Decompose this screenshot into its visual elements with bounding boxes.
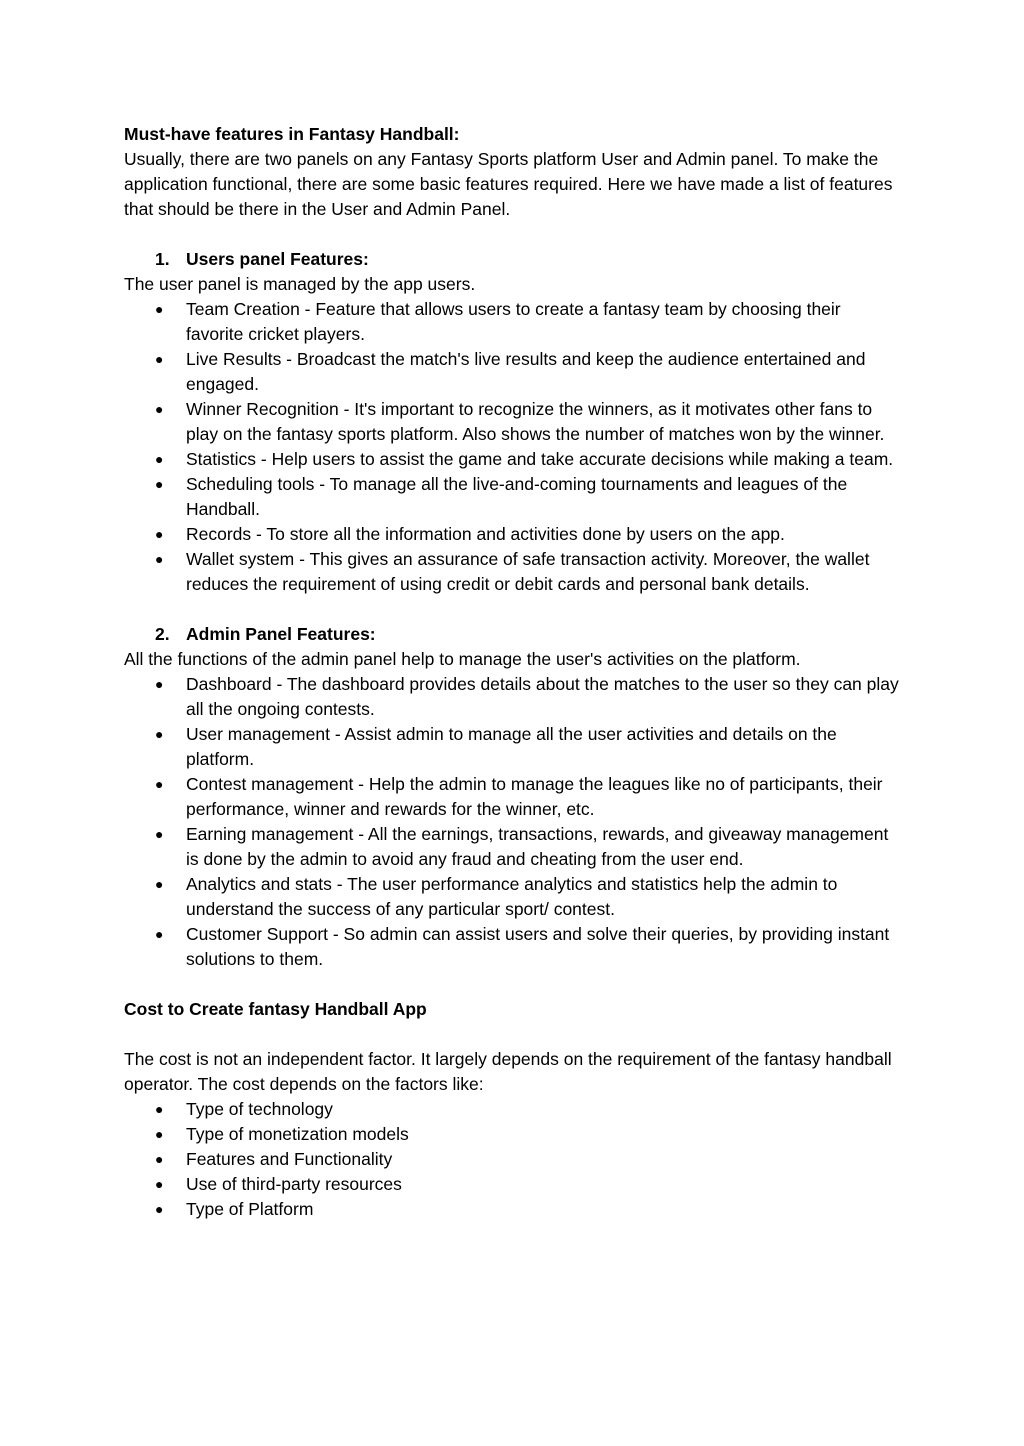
- list-item: [124, 1097, 902, 1122]
- list-item: [124, 397, 902, 447]
- list-item: [124, 1172, 902, 1197]
- bullet-icon: ●: [155, 351, 164, 367]
- admin-panel-intro: All the functions of the admin panel help to manage the user's activities on the platform.: [124, 649, 801, 669]
- list-item: [124, 347, 902, 397]
- bullet-icon: ●: [155, 676, 164, 692]
- list-item: [124, 1147, 902, 1172]
- list-item: [124, 1197, 902, 1222]
- bullet-icon: ●: [155, 1201, 164, 1217]
- bullet-icon: ●: [155, 826, 164, 842]
- features-heading: Must-have features in Fantasy Handball:: [124, 124, 460, 144]
- bullet-icon: ●: [155, 1151, 164, 1167]
- list-item-text: Analytics and stats - The user performance analytics and statistics help the admin to understand the success of any particular sport/ contest.: [186, 874, 838, 919]
- list-item-text: Features and Functionality: [186, 1149, 393, 1169]
- list-item: [124, 447, 902, 472]
- list-item: [124, 872, 902, 922]
- list-item-text: Live Results - Broadcast the match's live results and keep the audience entertained and engaged.: [186, 349, 866, 394]
- bullet-icon: ●: [155, 451, 164, 467]
- list-item-text: Statistics - Help users to assist the game and take accurate decisions while making a team.: [186, 449, 894, 469]
- bullet-icon: ●: [155, 551, 164, 567]
- list-item-text: Dashboard - The dashboard provides details about the matches to the user so they can play all the ongoing contests.: [186, 674, 899, 719]
- users-panel-intro: The user panel is managed by the app users.: [124, 274, 476, 294]
- spacer: [124, 972, 902, 997]
- spacer: [124, 597, 902, 622]
- list-item: [124, 772, 902, 822]
- list-item: [124, 822, 902, 872]
- bullet-icon: ●: [155, 1126, 164, 1142]
- users-panel-heading-text: Users panel Features:: [186, 249, 369, 269]
- document-page: [124, 122, 902, 1222]
- list-item: [124, 672, 902, 722]
- list-item-text: Records - To store all the information and activities done by users on the app.: [186, 524, 785, 544]
- list-item-text: User management - Assist admin to manage all the user activities and details on the platform.: [186, 724, 837, 769]
- list-item-text: Earning management - All the earnings, transactions, rewards, and giveaway management is done by the admin to avoid any fraud and cheating from the user end.: [186, 824, 889, 869]
- spacer: [124, 222, 902, 247]
- list-number: 2.: [155, 624, 170, 644]
- admin-panel-feature-list: [124, 672, 902, 972]
- list-item-text: Type of technology: [186, 1099, 333, 1119]
- list-item: [124, 722, 902, 772]
- bullet-icon: ●: [155, 1101, 164, 1117]
- list-item-text: Scheduling tools - To manage all the live-and-coming tournaments and leagues of the Handball.: [186, 474, 848, 519]
- list-item-text: Customer Support - So admin can assist users and solve their queries, by providing instant solutions to them.: [186, 924, 890, 969]
- bullet-icon: ●: [155, 926, 164, 942]
- list-item-text: Use of third-party resources: [186, 1174, 402, 1194]
- bullet-icon: ●: [155, 301, 164, 317]
- list-item-text: Wallet system - This gives an assurance of safe transaction activity. Moreover, the wallet reduces the requirement of using credit or debit cards and personal bank details.: [186, 549, 870, 594]
- list-item-text: Contest management - Help the admin to manage the leagues like no of participants, their performance, winner and rewards for the winner, etc.: [186, 774, 883, 819]
- users-panel-heading: [124, 247, 902, 272]
- spacer: [124, 1022, 902, 1047]
- bullet-icon: ●: [155, 476, 164, 492]
- list-item: [124, 297, 902, 347]
- bullet-icon: ●: [155, 526, 164, 542]
- bullet-icon: ●: [155, 776, 164, 792]
- list-number: 1.: [155, 249, 170, 269]
- cost-factor-list: [124, 1097, 902, 1222]
- cost-paragraph: The cost is not an independent factor. It largely depends on the requirement of the fantasy handball operator. The cost depends on the factors like:: [124, 1049, 892, 1094]
- list-item: [124, 522, 902, 547]
- list-item-text: Type of Platform: [186, 1199, 314, 1219]
- bullet-icon: ●: [155, 1176, 164, 1192]
- list-item-text: Team Creation - Feature that allows users to create a fantasy team by choosing their favorite cricket players.: [186, 299, 841, 344]
- list-item: [124, 472, 902, 522]
- admin-panel-heading-text: Admin Panel Features:: [186, 624, 376, 644]
- list-item: [124, 1122, 902, 1147]
- list-item: [124, 547, 902, 597]
- list-item-text: Type of monetization models: [186, 1124, 409, 1144]
- list-item: [124, 922, 902, 972]
- bullet-icon: ●: [155, 726, 164, 742]
- users-panel-feature-list: [124, 297, 902, 597]
- cost-heading: Cost to Create fantasy Handball App: [124, 999, 427, 1019]
- bullet-icon: ●: [155, 876, 164, 892]
- bullet-icon: ●: [155, 401, 164, 417]
- features-intro-paragraph: Usually, there are two panels on any Fantasy Sports platform User and Admin panel. To make the application functional, there are some basic features required. Here we have made a list of features that should be there in the User and Admin Panel.: [124, 149, 893, 219]
- list-item-text: Winner Recognition - It's important to recognize the winners, as it motivates other fans to play on the fantasy sports platform. Also shows the number of matches won by the winner.: [186, 399, 885, 444]
- admin-panel-heading: [124, 622, 902, 647]
